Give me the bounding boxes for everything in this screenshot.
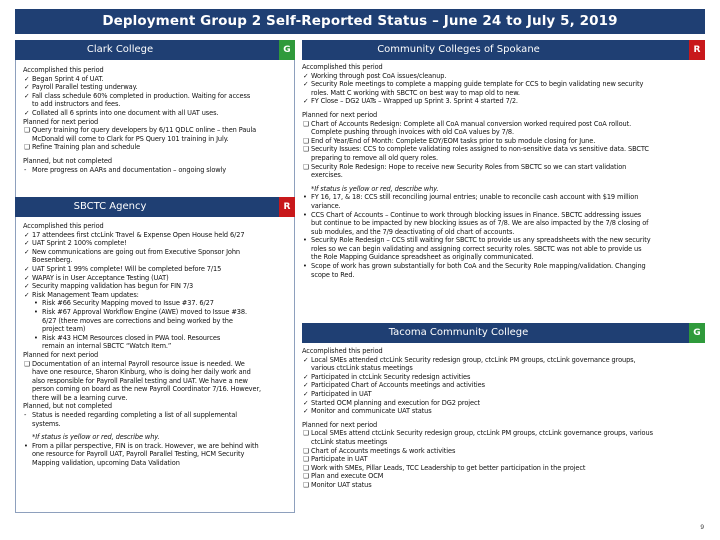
list-item [302, 373, 705, 382]
checkmark-icon: ✓ [24, 282, 30, 291]
bullet-icon: • [34, 299, 38, 308]
line-text: Chart of Accounts Redesign: Complete all CoA manual conversion worked required post CoA rollout. [311, 119, 632, 128]
line-text: Planned for next period [23, 117, 99, 126]
spokane-panel-body [302, 63, 705, 279]
line-text: Security mapping validation has begun for FIN 7/3 [32, 282, 194, 291]
line-text: Collated all 6 sprints into one document with all UAT uses. [32, 108, 219, 117]
list-item [23, 248, 291, 257]
page-title: Deployment Group 2 Self-Reported Status – June 24 to July 5, 2019 [15, 9, 705, 34]
list-item [23, 75, 291, 84]
line-text: Planned for next period [302, 420, 378, 429]
line-text: Work with SMEs, Pillar Leads, TCC Leadership to get better participation in the project [311, 463, 586, 472]
line-text: systems. [32, 419, 61, 428]
checkmark-icon: ✓ [303, 97, 309, 106]
section-heading [23, 351, 291, 360]
line-text: New communications are going out from Executive Sponsor John [32, 247, 241, 256]
line-text: FY Close – DG2 UATs – Wrapped up Sprint 3. Sprint 4 started 7/2. [311, 97, 518, 106]
line-text: Local SMEs attended ctcLink Security redesign group, ctcLink PM groups, ctcLink governance groups, [311, 355, 636, 364]
line-text: Boesenberg. [32, 256, 73, 265]
list-item [302, 390, 705, 399]
list-item [23, 377, 291, 386]
list-item [302, 163, 705, 172]
checkmark-icon: ✓ [303, 389, 309, 398]
spokane-status-badge: R [689, 40, 705, 60]
list-item [302, 171, 705, 180]
list-item [23, 433, 291, 442]
line-text: Query training for query developers by 6/11 QDLC online – then Paula [32, 126, 257, 135]
clark-panel-body [23, 66, 291, 174]
line-text: Planned for next period [23, 350, 99, 359]
sbctc-panel-body [23, 222, 291, 468]
line-text: various ctcLink status meetings [311, 364, 413, 373]
list-item [302, 481, 705, 490]
line-text: Risk #66 Security Mapping moved to Issue #37. 6/27 [42, 299, 214, 308]
checkbox-icon: ❑ [303, 429, 309, 438]
list-item [302, 202, 705, 211]
list-item [23, 291, 291, 300]
line-text: but continue to be impacted by new blocking issues as of 7/8. We are also impacted by the 7/8 closing of [311, 219, 649, 228]
line-text: 17 attendees first ctcLink Travel & Expense Open House held 6/27 [32, 230, 245, 239]
checkmark-icon: ✓ [24, 230, 30, 239]
checkmark-icon: ✓ [303, 80, 309, 89]
checkbox-icon: ❑ [24, 143, 30, 152]
checkmark-icon: ✓ [303, 355, 309, 364]
line-text: *If status is yellow or red, describe why. [311, 184, 439, 193]
list-item [23, 368, 291, 377]
line-text: From a pillar perspective, FIN is on track. However, we are behind with [32, 441, 259, 450]
clark-panel-header [15, 40, 295, 60]
list-item [23, 231, 291, 240]
line-text: Risk #43 HCM Resources closed in PWA tool. Resources [42, 333, 221, 342]
bullet-icon: - [24, 165, 27, 174]
list-item [302, 89, 705, 98]
list-item [23, 325, 291, 334]
bullet-icon: - [24, 411, 27, 420]
line-text: there will be a learning curve. [32, 393, 128, 402]
list-item [302, 236, 705, 245]
list-item [23, 126, 291, 135]
list-item [302, 253, 705, 262]
list-item [23, 143, 291, 152]
line-text: have one resource, Sharon Kinburg, who is doing her daily work and [32, 368, 251, 377]
line-text: McDonald will come to Clark for PS Query 101 training in July. [32, 134, 229, 143]
list-item [302, 228, 705, 237]
bullet-icon: • [303, 262, 307, 271]
list-item [302, 128, 705, 137]
checkbox-icon: ❑ [24, 359, 30, 368]
line-text: Began Sprint 4 of UAT. [32, 74, 104, 83]
checkbox-icon: ❑ [303, 480, 309, 489]
line-text: WAPAY is in User Acceptance Testing (UAT) [32, 273, 169, 282]
line-text: Working through post CoA issues/cleanup. [311, 71, 447, 80]
list-item [23, 282, 291, 291]
checkbox-icon: ❑ [303, 119, 309, 128]
bullet-icon: • [34, 333, 38, 342]
list-item [302, 381, 705, 390]
list-item [23, 394, 291, 403]
list-item [302, 120, 705, 129]
line-text: person coming on board as the new Payroll Coordinator 7/16. However, [32, 385, 262, 394]
line-text: Complete pushing through invoices with old CoA values by 7/8. [311, 128, 514, 137]
checkmark-icon: ✓ [24, 91, 30, 100]
list-item [23, 256, 291, 265]
checkbox-icon: ❑ [303, 145, 309, 154]
line-text: scope to Red. [311, 270, 355, 279]
section-heading [302, 347, 705, 356]
list-item [23, 239, 291, 248]
checkmark-icon: ✓ [303, 398, 309, 407]
checkmark-icon: ✓ [24, 108, 30, 117]
line-text: roles. Matt C working with SBCTC on best way to map old to new. [311, 88, 520, 97]
line-text: remain an internal SBCTC “Watch Item.” [42, 342, 172, 351]
line-text: Participate in UAT [311, 455, 368, 464]
line-text: roles so we can begin validating and assigning correct security roles. SBCTC was not able to provide us [311, 244, 642, 253]
list-item [23, 92, 291, 101]
checkmark-icon: ✓ [24, 273, 30, 282]
list-item [23, 385, 291, 394]
tacoma-panel-header [302, 323, 705, 343]
checkmark-icon: ✓ [24, 264, 30, 273]
checkbox-icon: ❑ [303, 463, 309, 472]
line-text: Accomplished this period [302, 347, 383, 355]
checkbox-icon: ❑ [303, 162, 309, 171]
line-text: ctcLink status meetings [311, 437, 388, 446]
list-item [302, 472, 705, 481]
list-item [302, 356, 705, 365]
line-text: UAT Sprint 2 100% complete! [32, 239, 127, 248]
section-heading [23, 157, 291, 166]
list-item [23, 442, 291, 451]
list-item [23, 100, 291, 109]
line-text: Mapping validation, upcoming Data Validation [32, 459, 180, 468]
line-text: Security Issues: CCS to complete validating roles assigned to non-sensitive data vs sensitive data. SBCTC [311, 145, 649, 154]
list-item [23, 265, 291, 274]
list-item [23, 299, 291, 308]
line-text: to add instructors and fees. [32, 100, 121, 109]
line-text: Started OCM planning and execution for DG2 project [311, 398, 480, 407]
list-item [302, 193, 705, 202]
line-text: Planned, but not completed [23, 156, 112, 165]
line-text: Plan and execute OCM [311, 472, 384, 481]
line-text: Participated in UAT [311, 389, 372, 398]
line-text: the Role Mapping Guidance spreadsheet as originally communicated. [311, 253, 534, 262]
checkbox-icon: ❑ [303, 455, 309, 464]
list-item [302, 185, 705, 194]
line-text: project team) [42, 325, 86, 334]
checkmark-icon: ✓ [24, 83, 30, 92]
line-text: Security Role Redesign – CCS still waiting for SBCTC to provide us any spreadsheets with the new security [311, 236, 651, 245]
line-text: End of Year/End of Month: Complete EOY/EOM tasks prior to sub module closing for June. [311, 136, 596, 145]
tacoma-panel-title: Tacoma Community College [388, 327, 529, 338]
tacoma-panel-body [302, 347, 705, 490]
checkmark-icon: ✓ [24, 247, 30, 256]
line-text: FY 16, 17, & 18: CCS still reconciling journal entries; unable to reconcile cash account with $19 million [311, 193, 639, 202]
bullet-icon: • [303, 236, 307, 245]
line-text: Security Role meetings to complete a mapping guide template for CCS to begin validating new security [311, 80, 644, 89]
line-text: one resource for Payroll UAT, Payroll Parallel Testing, HCM Security [32, 450, 245, 459]
list-item [302, 447, 705, 456]
line-text: sub modules, and the 7/9 deactivating of old chart of accounts. [311, 227, 515, 236]
sbctc-panel-title: SBCTC Agency [73, 201, 147, 212]
section-heading [302, 63, 705, 72]
checkmark-icon: ✓ [303, 381, 309, 390]
line-text: Monitor and communicate UAT status [311, 407, 432, 416]
line-text: UAT Sprint 1 99% complete! Will be completed before 7/15 [32, 264, 222, 273]
checkmark-icon: ✓ [24, 239, 30, 248]
list-item [23, 166, 291, 175]
line-text: variance. [311, 201, 341, 210]
line-text: preparing to remove all old query roles. [311, 153, 438, 162]
list-item [302, 438, 705, 447]
list-item [23, 360, 291, 369]
list-item [23, 342, 291, 351]
line-text: Risk Management Team updates: [32, 290, 139, 299]
list-item [302, 245, 705, 254]
list-item [23, 83, 291, 92]
line-text: 6/27 (there moves are corrections and being worked by the [42, 316, 233, 325]
list-item [23, 334, 291, 343]
clark-status-badge: G [279, 40, 295, 60]
list-item [23, 420, 291, 429]
line-text: Planned, but not completed [23, 402, 112, 411]
section-heading [302, 111, 705, 120]
line-text: Participated in ctcLink Security redesign activities [311, 372, 471, 381]
line-text: Fall class schedule 60% completed in production. Waiting for access [32, 91, 251, 100]
list-item [23, 308, 291, 317]
line-text: Accomplished this period [302, 63, 383, 71]
line-text: also responsible for Payroll Parallel testing and UAT. We have a new [32, 376, 248, 385]
list-item [23, 411, 291, 420]
line-text: Monitor UAT status [311, 480, 372, 489]
checkmark-icon: ✓ [303, 407, 309, 416]
line-text: Documentation of an internal Payroll resource issue is needed. We [32, 359, 245, 368]
line-text: More progress on AARs and documentation – ongoing slowly [32, 165, 227, 174]
checkbox-icon: ❑ [303, 446, 309, 455]
section-heading [302, 421, 705, 430]
list-item [302, 211, 705, 220]
line-text: Status is needed regarding completing a list of all supplemental [32, 411, 238, 420]
section-heading [23, 118, 291, 127]
line-text: exercises. [311, 171, 343, 180]
bullet-icon: • [24, 441, 28, 450]
list-item [302, 262, 705, 271]
checkmark-icon: ✓ [303, 71, 309, 80]
section-heading [23, 402, 291, 411]
list-item [302, 72, 705, 81]
section-heading [23, 222, 291, 231]
sbctc-status-badge: R [279, 197, 295, 217]
bullet-icon: • [34, 307, 38, 316]
list-item [302, 364, 705, 373]
section-heading [23, 66, 291, 75]
checkbox-icon: ❑ [24, 126, 30, 135]
list-item [23, 274, 291, 283]
page-number: 9 [700, 524, 704, 531]
checkmark-icon: ✓ [24, 74, 30, 83]
list-item [302, 407, 705, 416]
list-item [23, 135, 291, 144]
line-text: Local SMEs attend ctcLink Security redesign group, ctcLink PM groups, ctcLink governance groups, various [311, 429, 653, 438]
line-text: Risk #67 Approval Workflow Engine (AWE) moved to Issue #38. [42, 307, 247, 316]
line-text: Security Role Redesign: Hope to receive new Security Roles from SBCTC so we can start validation [311, 162, 627, 171]
line-text: Refine Training plan and schedule [32, 143, 141, 152]
line-text: Accomplished this period [23, 222, 104, 230]
checkbox-icon: ❑ [303, 136, 309, 145]
line-text: Payroll Parallel testing underway. [32, 83, 138, 92]
line-text: *If status is yellow or red, describe why. [32, 433, 160, 442]
list-item [23, 109, 291, 118]
list-item [23, 459, 291, 468]
checkbox-icon: ❑ [303, 472, 309, 481]
line-text: CCS Chart of Accounts – Continue to work through blocking issues in Finance. SBCTC addressing issues [311, 210, 642, 219]
line-text: Planned for next period [302, 110, 378, 119]
list-item [302, 154, 705, 163]
bullet-icon: • [303, 210, 307, 219]
sbctc-panel-header [15, 197, 295, 217]
clark-panel-title: Clark College [86, 44, 154, 55]
list-item [302, 219, 705, 228]
checkmark-icon: ✓ [24, 290, 30, 299]
list-item [302, 429, 705, 438]
checkmark-icon: ✓ [303, 372, 309, 381]
list-item [302, 80, 705, 89]
list-item [23, 317, 291, 326]
spokane-panel-title: Community Colleges of Spokane [377, 44, 540, 55]
list-item [23, 450, 291, 459]
line-text: Scope of work has grown substantially for both CoA and the Security Role mapping/validation. Changing [311, 262, 646, 271]
list-item [302, 455, 705, 464]
list-item [302, 97, 705, 106]
list-item [302, 145, 705, 154]
list-item [302, 271, 705, 280]
bullet-icon: • [303, 193, 307, 202]
list-item [302, 137, 705, 146]
spokane-panel-header [302, 40, 705, 60]
line-text: Accomplished this period [23, 66, 104, 74]
tacoma-status-badge: G [689, 323, 705, 343]
list-item [302, 399, 705, 408]
line-text: Participated Chart of Accounts meetings and activities [311, 381, 485, 390]
line-text: Chart of Accounts meetings & work activities [311, 446, 456, 455]
list-item [302, 464, 705, 473]
